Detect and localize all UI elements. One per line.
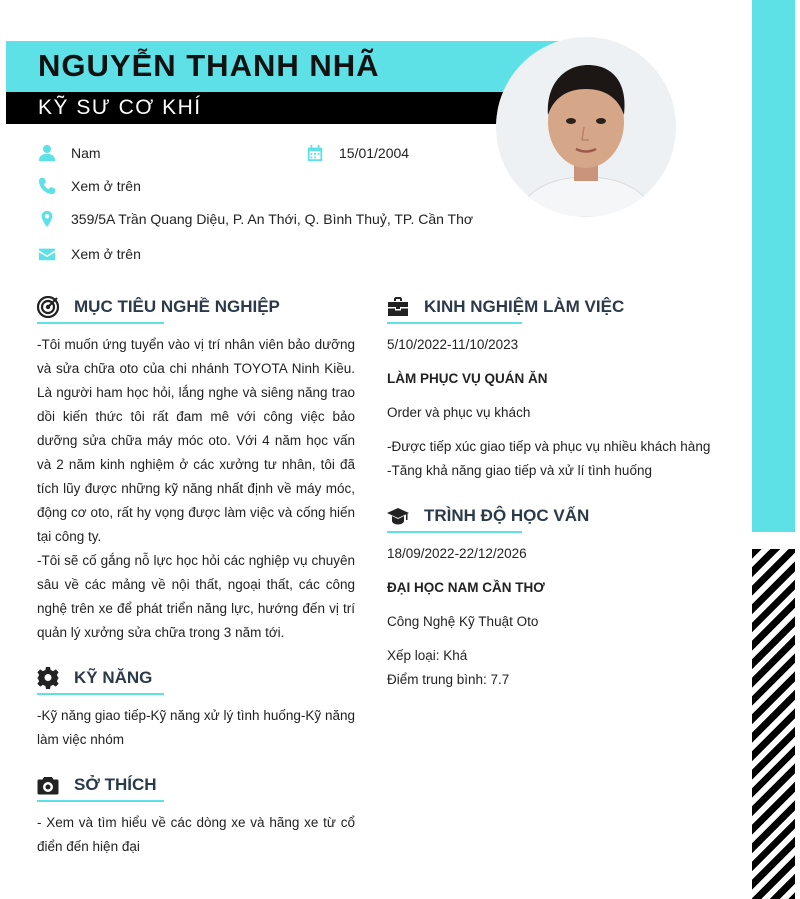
phone-value: Xem ở trên: [71, 178, 141, 194]
hobbies-heading: [37, 774, 157, 796]
hobbies-text: - Xem và tìm hiểu về các dòng xe và hãng xe từ cổ điển đến hiện đại: [37, 815, 355, 854]
hobbies-underline: [37, 800, 164, 802]
objective-paragraph-1: -Tôi muốn ứng tuyển vào vị trí nhân viên bảo dưỡng và sửa chữa oto của chi nhánh TOYOTA Ninh Kiều. Là người ham học hỏi, lắng nghe và siêng năng trao dồi kiến thức tôi rất đam mê với công việc bảo dưỡng sửa chữa máy móc oto. Với 4 năm học vấn và 2 năm kinh nghiệm ở các xưởng tư nhân, tôi đã tích lũy được những kỹ năng nhất định về máy móc, động cơ oto, rất hy vọng được làm việc và cống hiến tại công ty.: [37, 337, 355, 544]
address-value: 359/5A Trần Quang Diệu, P. An Thới, Q. Bình Thuỷ, TP. Cần Thơ: [71, 211, 474, 227]
skills-underline: [37, 693, 164, 695]
info-birthdate: [305, 144, 409, 162]
decorative-striped-bar: [752, 549, 795, 899]
education-heading: [387, 505, 589, 527]
info-email: [37, 245, 141, 263]
info-address: [37, 210, 473, 228]
experience-summary: Order và phục vụ khách: [387, 405, 531, 420]
user-icon: [37, 144, 57, 162]
objective-paragraph-2: -Tôi sẽ cố gắng nỗ lực học hỏi các nghiệp vụ chuyên sâu về các mảng về nội thất, ngoại thất, các công nghệ trên xe để phát triển năng lực, hướng đến vị trí quản lý xưởng sửa chữa trong 3 năm tới.: [37, 553, 355, 640]
decorative-cyan-bar: [752, 0, 795, 532]
hobbies-title: SỞ THÍCH: [74, 775, 157, 794]
gender-value: Nam: [71, 145, 101, 161]
skills-text: -Kỹ năng giao tiếp-Kỹ năng xử lý tình huống-Kỹ năng làm việc nhóm: [37, 708, 355, 747]
experience-underline: [387, 322, 522, 324]
gear-icon: [37, 667, 59, 689]
birthdate-value: 15/01/2004: [339, 145, 410, 161]
experience-period: 5/10/2022-11/10/2023: [387, 337, 519, 352]
profile-photo: [496, 37, 676, 217]
target-icon: [37, 296, 59, 318]
briefcase-icon: [387, 296, 409, 318]
education-underline: [387, 531, 522, 533]
graduation-cap-icon: [387, 505, 409, 527]
experience-detail-1: -Được tiếp xúc giao tiếp và phục vụ nhiều khách hàng: [387, 439, 711, 454]
email-value: Xem ở trên: [71, 246, 141, 262]
objective-heading: [37, 296, 280, 318]
skills-heading: [37, 667, 152, 689]
education-major: Công Nghệ Kỹ Thuật Oto: [387, 614, 539, 629]
map-pin-icon: [37, 210, 57, 228]
skills-title: KỸ NĂNG: [74, 668, 153, 687]
info-phone: [37, 177, 141, 195]
education-gpa: Điểm trung bình: 7.7: [387, 672, 510, 687]
education-period: 18/09/2022-22/12/2026: [387, 546, 527, 561]
experience-heading: [387, 296, 624, 318]
education-school: ĐẠI HỌC NAM CẦN THƠ: [387, 580, 545, 595]
experience-role: LÀM PHỤC VỤ QUÁN ĂN: [387, 371, 548, 386]
camera-icon: [37, 774, 59, 796]
objective-underline: [37, 322, 164, 324]
education-rank: Xếp loại: Khá: [387, 648, 468, 663]
candidate-name: NGUYỄN THANH NHÃ: [38, 48, 380, 83]
candidate-title: KỸ SƯ CƠ KHÍ: [38, 96, 202, 119]
calendar-icon: [305, 144, 325, 162]
education-title: TRÌNH ĐỘ HỌC VẤN: [424, 506, 590, 525]
envelope-icon: [37, 245, 57, 263]
objective-title: MỤC TIÊU NGHỀ NGHIỆP: [74, 297, 280, 316]
info-gender: [37, 144, 101, 162]
experience-detail-2: -Tăng khả năng giao tiếp và xử lí tình huống: [387, 463, 652, 478]
experience-title: KINH NGHIỆM LÀM VIỆC: [424, 297, 625, 316]
phone-icon: [37, 177, 57, 195]
